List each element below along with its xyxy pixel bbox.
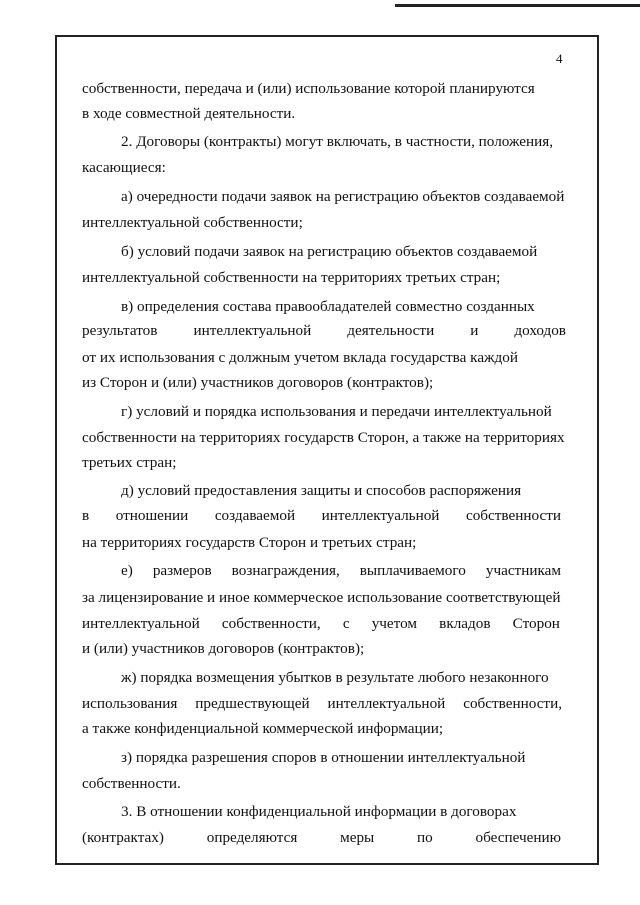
text-line <box>82 322 566 340</box>
text-line <box>82 507 561 525</box>
text-line <box>82 615 560 633</box>
text-line <box>121 562 561 580</box>
text-word: учетом <box>371 615 418 632</box>
text-word: размеров <box>152 562 212 579</box>
text-line <box>82 695 562 713</box>
text-line: д) условий предоставления защиты и способов распоряжения <box>121 482 522 499</box>
text-word: создаваемой <box>214 507 296 524</box>
text-word: участникам <box>485 562 561 579</box>
text-word: интеллектуальной <box>327 695 446 712</box>
text-word: интеллектуальной <box>321 507 440 524</box>
text-line <box>82 829 561 847</box>
text-word: в <box>82 507 90 524</box>
text-line: от их использования с должным учетом вклада государства каждой <box>82 349 519 366</box>
text-word: и <box>470 322 479 339</box>
text-word: интеллектуальной <box>193 322 312 339</box>
text-line: собственности на территориях государств Сторон, а также на территориях <box>82 429 565 446</box>
text-word: меры <box>340 829 375 846</box>
text-line: касающиеся: <box>82 159 166 176</box>
text-line: г) условий и порядка использования и передачи интеллектуальной <box>121 403 552 420</box>
text-line: з) порядка разрешения споров в отношении интеллектуальной <box>121 749 526 766</box>
page-number: 4 <box>556 51 563 66</box>
text-word: (контрактах) <box>82 829 164 846</box>
text-line: ж) порядка возмещения убытков в результате любого незаконного <box>121 669 549 686</box>
text-word: отношении <box>115 507 189 524</box>
text-word: собственности, <box>463 695 562 712</box>
text-word: доходов <box>514 322 566 339</box>
text-line: 2. Договоры (контракты) могут включать, в частности, положения, <box>121 133 554 150</box>
text-word: собственности, <box>221 615 321 632</box>
text-word: выплачиваемого <box>359 562 466 579</box>
text-line: интеллектуальной собственности; <box>82 214 303 231</box>
text-line: 3. В отношении конфиденциальной информации в договорах <box>121 803 517 820</box>
text-word: с <box>342 615 350 632</box>
text-line: в ходе совместной деятельности. <box>82 105 296 122</box>
text-word: результатов <box>82 322 158 339</box>
text-word: определяются <box>206 829 298 846</box>
text-word: е) <box>121 562 133 579</box>
scan-edge-line <box>395 4 640 7</box>
text-line: третьих стран; <box>82 454 177 471</box>
text-line: за лицензирование и иное коммерческое использование соответствующей <box>82 589 561 606</box>
text-word: деятельности <box>347 322 435 339</box>
text-line: а также конфиденциальной коммерческой информации; <box>82 720 444 737</box>
text-word: обеспечению <box>475 829 561 846</box>
text-line: на территориях государств Сторон и третьих стран; <box>82 534 417 551</box>
text-line: а) очередности подачи заявок на регистрацию объектов создаваемой <box>121 188 565 205</box>
text-word: использования <box>82 695 178 712</box>
text-word: Сторон <box>512 615 560 632</box>
text-line: собственности. <box>82 775 181 792</box>
text-line: б) условий подачи заявок на регистрацию объектов создаваемой <box>121 243 538 260</box>
text-line: в) определения состава правообладателей совместно созданных <box>121 298 535 315</box>
text-line: собственности, передача и (или) использование которой планируются <box>82 80 535 97</box>
text-word: вознаграждения, <box>231 562 340 579</box>
text-word: интеллектуальной <box>82 615 200 632</box>
text-line: интеллектуальной собственности на территориях третьих стран; <box>82 269 501 286</box>
text-word: собственности <box>465 507 561 524</box>
text-word: предшествующей <box>195 695 310 712</box>
text-line: из Сторон и (или) участников договоров (контрактов); <box>82 374 434 391</box>
text-word: по <box>417 829 433 846</box>
text-line: и (или) участников договоров (контрактов); <box>82 640 365 657</box>
text-word: вкладов <box>439 615 491 632</box>
